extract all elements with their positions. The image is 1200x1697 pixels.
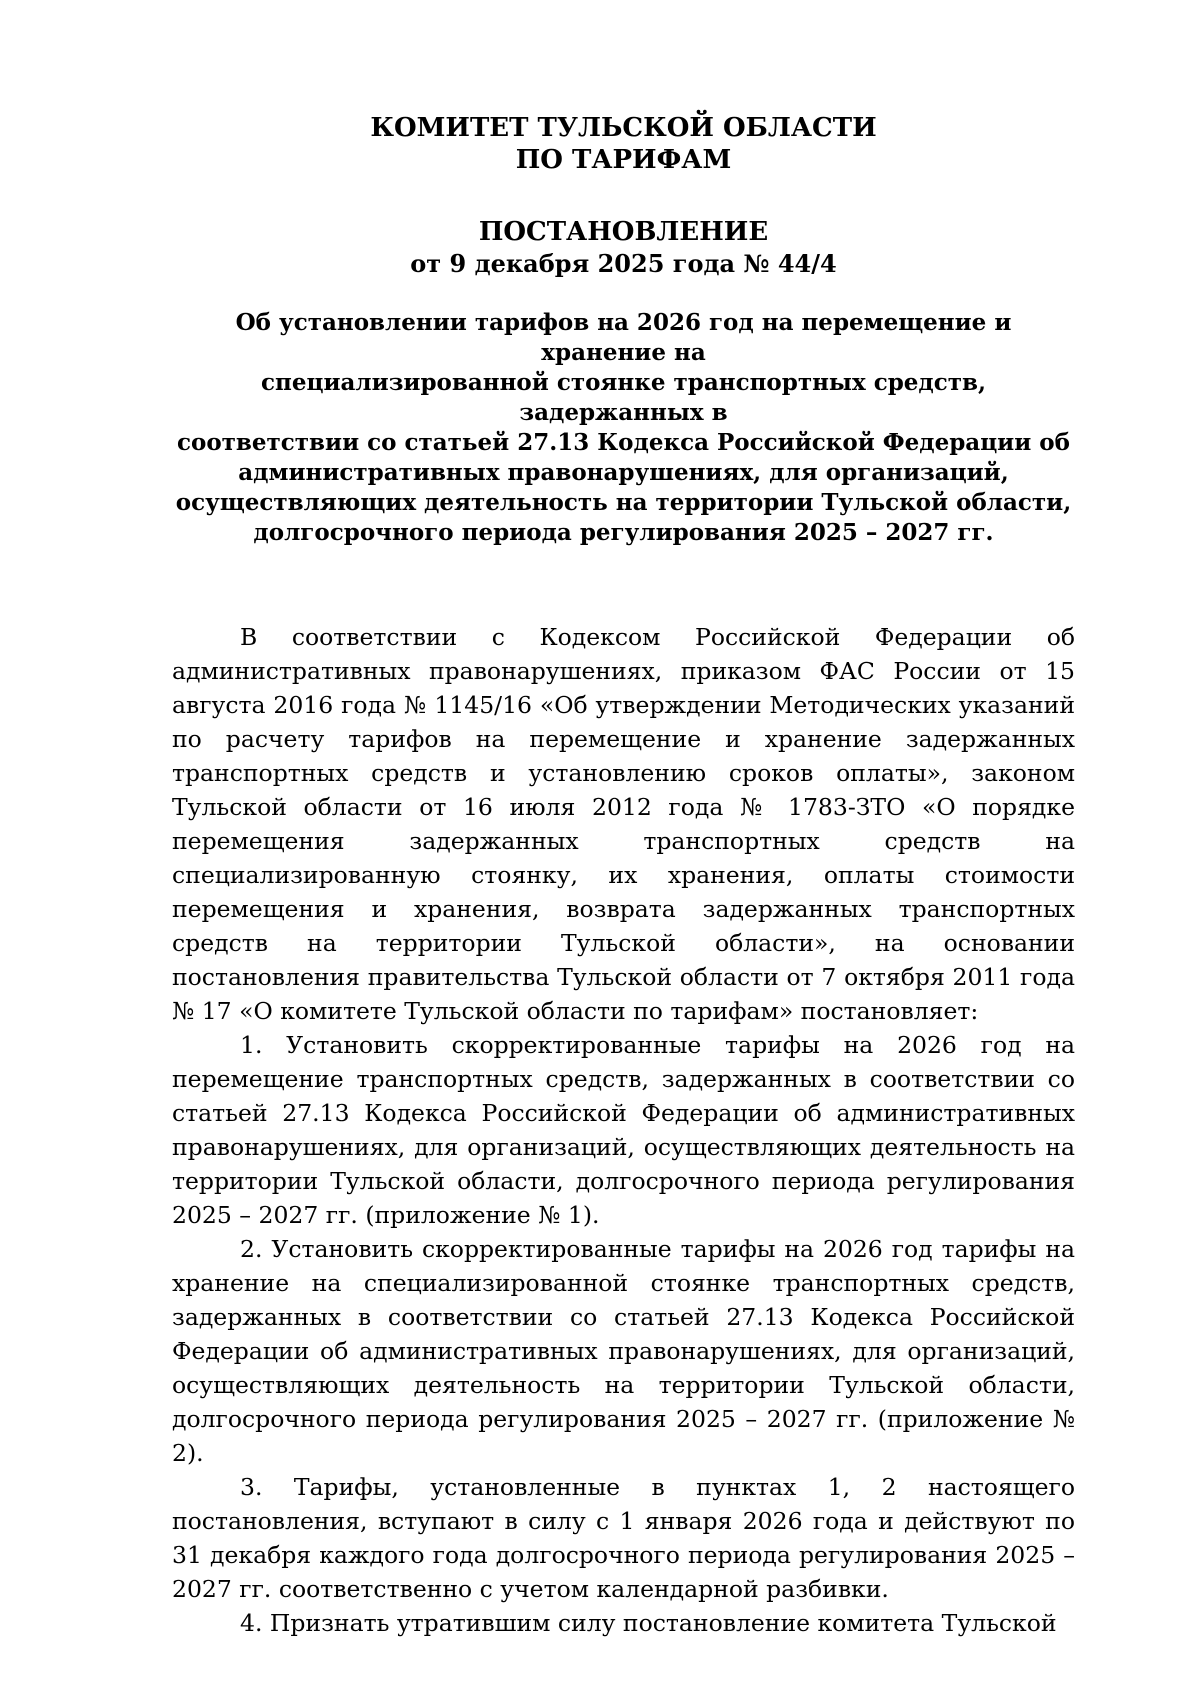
- decree-heading: [172, 216, 1075, 280]
- issuer-header: [172, 112, 1075, 176]
- subject-line: долгосрочного периода регулирования 2025 – 2027 гг.: [253, 519, 994, 546]
- decree-date-number: от 9 декабря 2025 года № 44/4: [410, 249, 837, 278]
- preamble-paragraph: В соответствии с Кодексом Российской Федерации об административных правонарушениях, приказом ФАС России от 15 августа 2016 года № 1145/16 «Об утверждении Методических указаний по расчету тарифов на перемещение и хранение задержанных транспортных средств и установлению сроков оплаты», законом Тульской области от 16 июля 2012 года № 1783-ЗТО «О порядке перемещения задержанных транспортных средств на специализированную стоянку, их хранения, оплаты стоимости перемещения и хранения, возврата задержанных транспортных средств на территории Тульской области», на основании постановления правительства Тульской области от 7 октября 2011 года № 17 «О комитете Тульской области по тарифам» постановляет:: [172, 623, 1075, 1025]
- decree-title: ПОСТАНОВЛЕНИЕ: [478, 217, 769, 247]
- decree-body: [172, 620, 1075, 1640]
- subject-line: осуществляющих деятельность на территории Тульской области,: [175, 489, 1072, 516]
- subject-line: Об установлении тарифов на 2026 год на перемещение и хранение на: [235, 309, 1012, 366]
- decree-subject: [172, 308, 1075, 548]
- subject-line: соответствии со статьей 27.13 Кодекса Российской Федерации об: [176, 429, 1070, 456]
- issuer-name-line-2: ПО ТАРИФАМ: [515, 145, 732, 175]
- clause-3-paragraph: 3. Тарифы, установленные в пунктах 1, 2 настоящего постановления, вступают в силу с 1 января 2026 года и действуют по 31 декабря каждого года долгосрочного периода регулирования 2025 – 2027 гг. соответственно с учетом календарной разбивки.: [172, 1473, 1075, 1603]
- clause-4-paragraph: 4. Признать утратившим силу постановление комитета Тульской: [240, 1609, 1057, 1637]
- issuer-name-line-1: КОМИТЕТ ТУЛЬСКОЙ ОБЛАСТИ: [370, 113, 877, 143]
- subject-line: административных правонарушениях, для организаций,: [238, 459, 1009, 486]
- clause-2-paragraph: 2. Установить скорректированные тарифы на 2026 год тарифы на хранение на специализированной стоянке транспортных средств, задержанных в соответствии со статьей 27.13 Кодекса Российской Федерации об административных правонарушениях, для организаций, осуществляющих деятельность на территории Тульской области, долгосрочного периода регулирования 2025 – 2027 гг. (приложение № 2).: [172, 1235, 1075, 1467]
- subject-line: специализированной стоянке транспортных средств, задержанных в: [261, 369, 986, 426]
- clause-1-paragraph: 1. Установить скорректированные тарифы на 2026 год на перемещение транспортных средств, задержанных в соответствии со статьей 27.13 Кодекса Российской Федерации об административных правонарушениях, для организаций, осуществляющих деятельность на территории Тульской области, долгосрочного периода регулирования 2025 – 2027 гг. (приложение № 1).: [172, 1031, 1075, 1229]
